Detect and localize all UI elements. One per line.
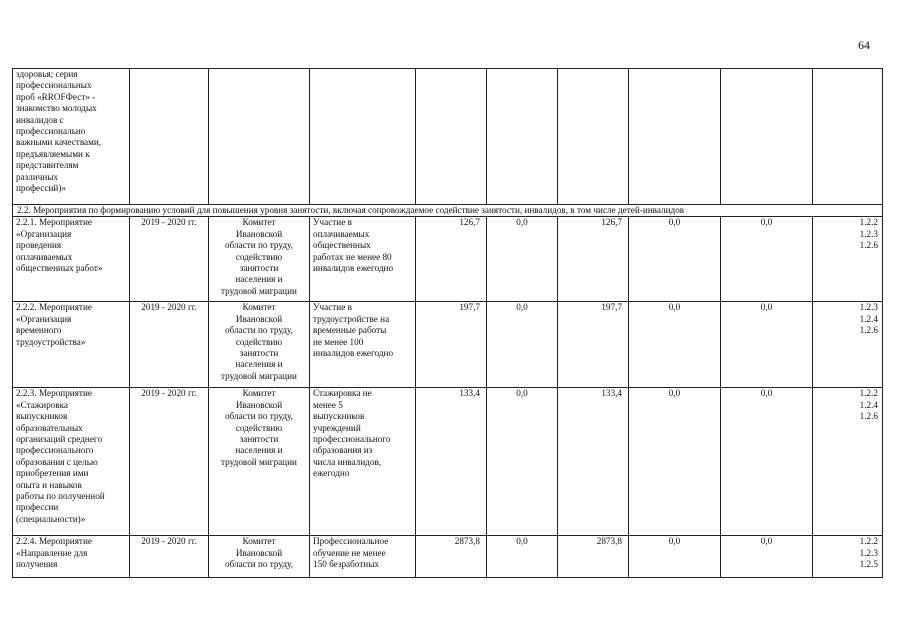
value-cell: 0,0	[629, 536, 721, 578]
measure-name-cell: 2.2.2. Мероприятие «Организация временного трудоустройства»	[13, 302, 130, 388]
value-cell: 197,7	[416, 302, 487, 388]
empty-cell	[209, 69, 310, 205]
indicator-codes-cell: 1.2.3 1.2.4 1.2.6	[813, 302, 883, 388]
period-cell: 2019 - 2020 гг.	[130, 536, 209, 578]
executor-cell: Комитет Ивановской области по труду,	[209, 536, 310, 578]
table-row	[13, 302, 883, 388]
executor-cell: Комитет Ивановской области по труду, содействию занятости населения и трудовой миграции	[209, 388, 310, 536]
empty-cell	[558, 69, 629, 205]
measure-name-cell: 2.2.4. Мероприятие «Направление для получения	[13, 536, 130, 578]
value-cell: 2873,8	[416, 536, 487, 578]
executor-cell: Комитет Ивановской области по труду, содействию занятости населения и трудовой миграции	[209, 217, 310, 302]
period-cell: 2019 - 2020 гг.	[130, 302, 209, 388]
empty-cell	[721, 69, 813, 205]
empty-cell	[416, 69, 487, 205]
value-cell: 2873,8	[558, 536, 629, 578]
value-cell: 0,0	[721, 217, 813, 302]
empty-cell	[629, 69, 721, 205]
result-cell: Профессиональное обучение не менее 150 безработных	[310, 536, 416, 578]
measure-name-cell: здоровья; серия профессиональных проб «RROFФест» - знакомство молодых инвалидов с профессионально важными качествами, предъявляемыми к представителям различных профессий)»	[13, 69, 130, 205]
indicator-codes-cell: 1.2.2 1.2.3 1.2.5	[813, 536, 883, 578]
executor-cell: Комитет Ивановской области по труду, содействию занятости населения и трудовой миграции	[209, 302, 310, 388]
page-number: 64	[858, 38, 870, 52]
table-row	[13, 217, 883, 302]
empty-cell	[310, 69, 416, 205]
value-cell: 0,0	[487, 388, 558, 536]
measure-name-cell: 2.2.1. Мероприятие «Организация проведения оплачиваемых общественных работ»	[13, 217, 130, 302]
indicator-codes-cell: 1.2.2 1.2.3 1.2.6	[813, 217, 883, 302]
value-cell: 133,4	[416, 388, 487, 536]
period-cell: 2019 - 2020 гг.	[130, 217, 209, 302]
table-row	[13, 536, 883, 578]
section-heading: 2.2. Мероприятия по формированию условий для повышения уровня занятости, включая сопровождаемое содействие занятости, инвалидов, в том числе детей-инвалидов	[13, 205, 883, 217]
value-cell: 0,0	[629, 217, 721, 302]
empty-cell	[813, 69, 883, 205]
measure-name-cell: 2.2.3. Мероприятие «Стажировка выпускников образовательных организаций среднего профессионального образования с целью приобретения ими опыта и навыков работы по полученной профессии (специальности)»	[13, 388, 130, 536]
indicator-codes-cell: 1.2.2 1.2.4 1.2.6	[813, 388, 883, 536]
result-cell: Стажировка не менее 5 выпускников учреждений профессионального образования из числа инвалидов, ежегодно	[310, 388, 416, 536]
value-cell: 126,7	[558, 217, 629, 302]
value-cell: 0,0	[721, 302, 813, 388]
section-heading-row	[13, 205, 883, 217]
value-cell: 0,0	[721, 536, 813, 578]
result-cell: Участие в трудоустройстве на временные работы не менее 100 инвалидов ежегодно	[310, 302, 416, 388]
table-row	[13, 69, 883, 205]
value-cell: 0,0	[629, 388, 721, 536]
period-cell: 2019 - 2020 гг.	[130, 388, 209, 536]
value-cell: 0,0	[487, 302, 558, 388]
value-cell: 0,0	[721, 388, 813, 536]
empty-cell	[130, 69, 209, 205]
empty-cell	[487, 69, 558, 205]
value-cell: 0,0	[487, 536, 558, 578]
value-cell: 133,4	[558, 388, 629, 536]
value-cell: 126,7	[416, 217, 487, 302]
value-cell: 197,7	[558, 302, 629, 388]
value-cell: 0,0	[629, 302, 721, 388]
measures-table	[12, 68, 883, 578]
value-cell: 0,0	[487, 217, 558, 302]
table-row	[13, 388, 883, 536]
result-cell: Участие в оплачиваемых общественных работах не менее 80 инвалидов ежегодно	[310, 217, 416, 302]
